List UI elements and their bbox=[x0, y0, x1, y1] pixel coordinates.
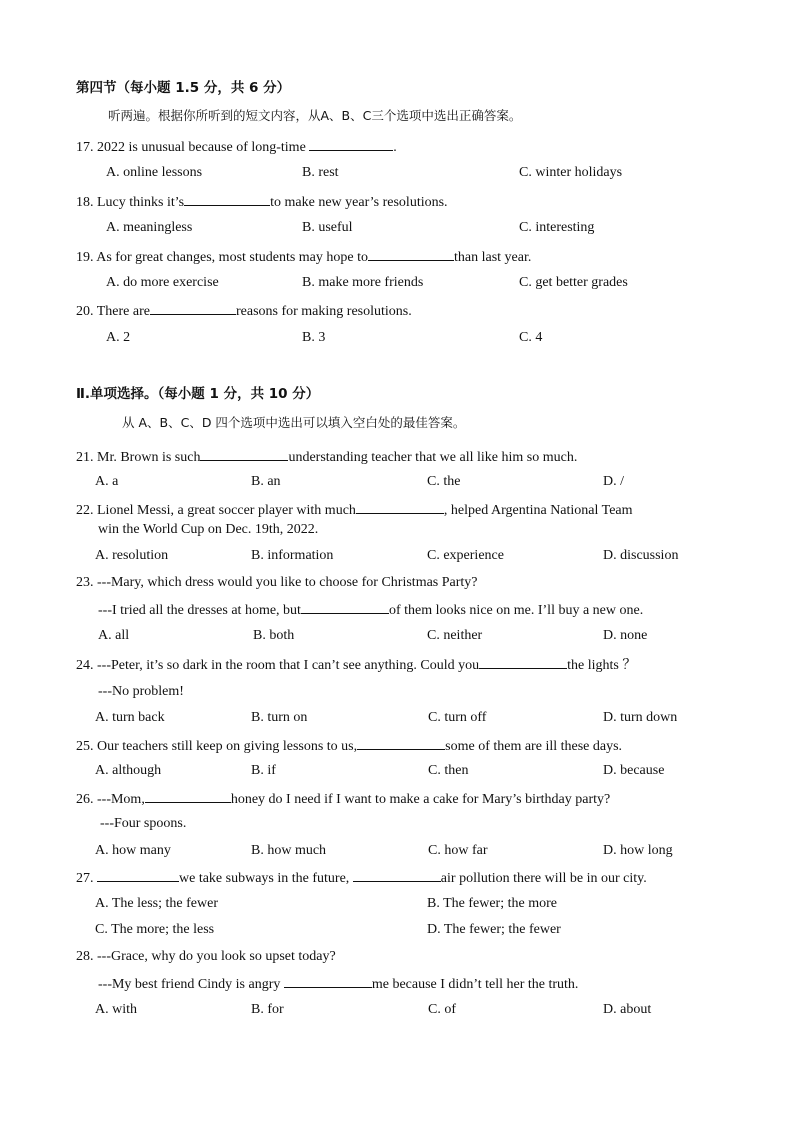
question-27-text-end: air pollution there will be in our city. bbox=[440, 871, 647, 886]
question-24 bbox=[76, 655, 636, 675]
option-19c[interactable]: C. get better grades bbox=[519, 275, 628, 290]
section4-instruction: 听两遍。根据你所听到的短文内容，从A、B、C三个选项中选出正确答案。 bbox=[108, 108, 522, 123]
option-26d[interactable]: D. how long bbox=[603, 843, 673, 858]
option-18b[interactable]: B. useful bbox=[302, 220, 353, 235]
question-24-text-end: the lights ？ bbox=[567, 658, 637, 673]
question-25-text-end: some of them are ill these days. bbox=[445, 739, 623, 754]
option-20a[interactable]: A. 2 bbox=[106, 330, 131, 345]
option-24b[interactable]: B. turn on bbox=[251, 710, 308, 725]
question-20-text: 20. There are bbox=[76, 304, 150, 319]
answer-blank[interactable] bbox=[353, 868, 441, 882]
answer-blank[interactable] bbox=[97, 868, 179, 882]
option-28a[interactable]: A. with bbox=[95, 1002, 137, 1017]
option-22d[interactable]: D. discussion bbox=[603, 548, 679, 563]
question-21-text: 21. Mr. Brown is such bbox=[76, 450, 201, 465]
question-20 bbox=[76, 301, 412, 321]
option-26c[interactable]: C. how far bbox=[428, 843, 488, 858]
option-28c[interactable]: C. of bbox=[428, 1002, 456, 1017]
option-17a[interactable]: A. online lessons bbox=[106, 165, 203, 180]
answer-blank[interactable] bbox=[145, 789, 231, 803]
option-17b[interactable]: B. rest bbox=[302, 165, 339, 180]
option-24c[interactable]: C. turn off bbox=[428, 710, 487, 725]
question-22-text: 22. Lionel Messi, a great soccer player with much bbox=[76, 503, 356, 518]
option-25a[interactable]: A. although bbox=[95, 763, 162, 778]
option-22c[interactable]: C. experience bbox=[427, 548, 504, 563]
option-18a[interactable]: A. meaningless bbox=[106, 220, 193, 235]
question-25 bbox=[76, 736, 622, 756]
question-26 bbox=[76, 789, 610, 809]
question-19-text: 19. As for great changes, most students may hope to bbox=[76, 250, 369, 265]
option-17c[interactable]: C. winter holidays bbox=[519, 165, 623, 180]
question-17 bbox=[76, 137, 397, 157]
option-27a[interactable]: A. The less; the fewer bbox=[95, 896, 218, 911]
answer-blank[interactable] bbox=[184, 192, 270, 206]
section2-instruction: 从 A、B、C、D 四个选项中选出可以填入空白处的最佳答案。 bbox=[122, 415, 466, 430]
question-20-text-end: reasons for making resolutions. bbox=[235, 304, 412, 319]
question-23-text-end: of them looks nice on me. I’ll buy a new one. bbox=[388, 603, 644, 618]
question-22-text-end: , helped Argentina National Team bbox=[443, 503, 633, 518]
question-27 bbox=[76, 868, 647, 888]
option-23d[interactable]: D. none bbox=[603, 628, 648, 643]
question-18-text-end: to make new year’s resolutions. bbox=[270, 195, 448, 210]
question-17-text-end: . bbox=[393, 140, 397, 155]
question-23-line2 bbox=[98, 600, 643, 620]
answer-blank[interactable] bbox=[357, 736, 445, 750]
question-21-text-end: understanding teacher that we all like him so much. bbox=[288, 450, 578, 465]
question-19 bbox=[76, 247, 531, 267]
question-28-text: ---My best friend Cindy is angry bbox=[98, 977, 284, 992]
option-19a[interactable]: A. do more exercise bbox=[106, 275, 219, 290]
answer-blank[interactable] bbox=[200, 447, 288, 461]
answer-blank[interactable] bbox=[150, 301, 236, 315]
question-17-text: 17. 2022 is unusual because of long-time bbox=[76, 140, 310, 155]
answer-blank[interactable] bbox=[301, 600, 389, 614]
question-26-line2: ---Four spoons. bbox=[100, 816, 187, 831]
option-27c[interactable]: C. The more; the less bbox=[95, 922, 215, 937]
question-21 bbox=[76, 447, 577, 467]
question-24-line2: ---No problem! bbox=[98, 684, 184, 699]
question-26-text-end: honey do I need if I want to make a cake for Mary’s birthday party? bbox=[230, 792, 611, 807]
question-22-line2: win the World Cup on Dec. 19th, 2022. bbox=[98, 522, 319, 537]
question-23: 23. ---Mary, which dress would you like to choose for Christmas Party? bbox=[76, 575, 478, 590]
option-26b[interactable]: B. how much bbox=[251, 843, 327, 858]
option-20c[interactable]: C. 4 bbox=[519, 330, 543, 345]
option-28b[interactable]: B. for bbox=[251, 1002, 284, 1017]
option-21c[interactable]: C. the bbox=[427, 474, 461, 489]
option-23a[interactable]: A. all bbox=[98, 628, 130, 643]
question-28: 28. ---Grace, why do you look so upset today? bbox=[76, 949, 336, 964]
option-20b[interactable]: B. 3 bbox=[302, 330, 326, 345]
answer-blank[interactable] bbox=[309, 137, 393, 151]
question-27-text: we take subways in the future, bbox=[179, 871, 353, 886]
option-23c[interactable]: C. neither bbox=[427, 628, 483, 643]
question-19-text-end: than last year. bbox=[454, 250, 532, 265]
question-26-text: 26. ---Mom, bbox=[76, 792, 145, 807]
option-21b[interactable]: B. an bbox=[251, 474, 281, 489]
option-24d[interactable]: D. turn down bbox=[603, 710, 678, 725]
option-22a[interactable]: A. resolution bbox=[95, 548, 169, 563]
option-28d[interactable]: D. about bbox=[603, 1002, 652, 1017]
answer-blank[interactable] bbox=[368, 247, 454, 261]
question-28-text-end: me because I didn’t tell her the truth. bbox=[371, 977, 579, 992]
option-27d[interactable]: D. The fewer; the fewer bbox=[427, 922, 561, 937]
option-23b[interactable]: B. both bbox=[253, 628, 295, 643]
option-27b[interactable]: B. The fewer; the more bbox=[427, 896, 557, 911]
question-18 bbox=[76, 192, 448, 212]
question-22 bbox=[76, 500, 633, 520]
answer-blank[interactable] bbox=[479, 655, 567, 669]
option-26a[interactable]: A. how many bbox=[95, 843, 171, 858]
section4-title: 第四节（每小题 1.5 分，共 6 分） bbox=[76, 80, 291, 96]
question-28-line2 bbox=[98, 974, 578, 994]
answer-blank[interactable] bbox=[356, 500, 444, 514]
option-21a[interactable]: A. a bbox=[95, 474, 119, 489]
option-25d[interactable]: D. because bbox=[603, 763, 665, 778]
question-25-text: 25. Our teachers still keep on giving lessons to us, bbox=[76, 739, 358, 754]
option-22b[interactable]: B. information bbox=[251, 548, 334, 563]
option-21d[interactable]: D. / bbox=[603, 474, 624, 489]
question-18-text: 18. Lucy thinks it’s bbox=[76, 195, 185, 210]
section2-title: Ⅱ.单项选择。（每小题 1 分，共 10 分） bbox=[76, 386, 320, 402]
question-27-number: 27. bbox=[76, 871, 97, 886]
option-18c[interactable]: C. interesting bbox=[519, 220, 595, 235]
option-24a[interactable]: A. turn back bbox=[95, 710, 165, 725]
question-23-text: ---I tried all the dresses at home, but bbox=[98, 603, 301, 618]
answer-blank[interactable] bbox=[284, 974, 372, 988]
option-25c[interactable]: C. then bbox=[428, 763, 469, 778]
option-25b[interactable]: B. if bbox=[251, 763, 276, 778]
question-24-text: 24. ---Peter, it’s so dark in the room that I can’t see anything. Could you bbox=[76, 658, 480, 673]
option-19b[interactable]: B. make more friends bbox=[302, 275, 424, 290]
